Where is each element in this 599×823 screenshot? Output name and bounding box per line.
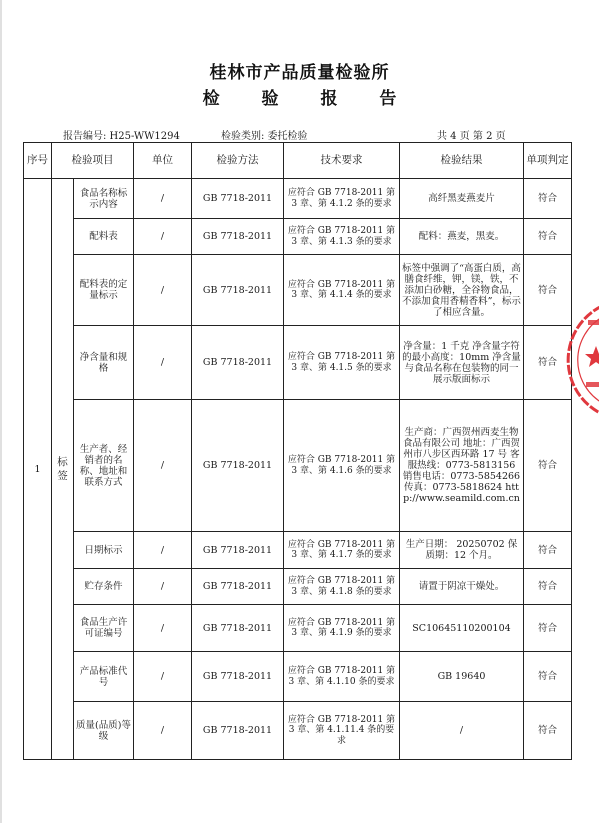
unit-cell: / <box>134 326 192 400</box>
requirement-cell: 应符合 GB 7718-2011 第 3 章、第 4.1.11.4 条的要求 <box>284 702 400 760</box>
header-unit: 单位 <box>134 143 192 179</box>
header-no: 序号 <box>24 143 52 179</box>
judgement-cell: 符合 <box>524 532 572 569</box>
judgement-cell: 符合 <box>524 702 572 760</box>
inspection-category: 检验类别: 委托检验 <box>221 131 308 142</box>
requirement-cell: 应符合 GB 7718-2011 第 3 章、第 4.1.7 条的要求 <box>284 532 400 569</box>
requirement-cell: 应符合 GB 7718-2011 第 3 章、第 4.1.2 条的要求 <box>284 179 400 219</box>
table-row <box>24 326 572 400</box>
table-row <box>24 605 572 652</box>
unit-cell: / <box>134 255 192 326</box>
item-cell: 净含量和规格 <box>74 326 134 400</box>
header-item: 检验项目 <box>52 143 134 179</box>
unit-cell: / <box>134 532 192 569</box>
group-number: 1 <box>24 179 52 760</box>
method-cell: GB 7718-2011 <box>192 400 284 532</box>
result-cell: 请置于阴凉干燥处。 <box>400 569 524 605</box>
seal-stamp-icon <box>566 300 599 420</box>
unit-cell: / <box>134 219 192 255</box>
item-cell: 贮存条件 <box>74 569 134 605</box>
table-row <box>24 179 572 219</box>
item-cell: 生产者、经销者的名称、地址和联系方式 <box>74 400 134 532</box>
item-cell: 配料表的定量标示 <box>74 255 134 326</box>
result-cell: 生产日期： 20250702 保质期：12 个月。 <box>400 532 524 569</box>
method-cell: GB 7718-2011 <box>192 569 284 605</box>
judgement-cell: 符合 <box>524 605 572 652</box>
requirement-cell: 应符合 GB 7718-2011 第 3 章、第 4.1.10 条的要求 <box>284 652 400 702</box>
item-cell: 配料表 <box>74 219 134 255</box>
requirement-cell: 应符合 GB 7718-2011 第 3 章、第 4.1.5 条的要求 <box>284 326 400 400</box>
item-cell: 食品生产许可证编号 <box>74 605 134 652</box>
unit-cell: / <box>134 652 192 702</box>
method-cell: GB 7718-2011 <box>192 605 284 652</box>
header-requirement: 技术要求 <box>284 143 400 179</box>
stamp-block-bottom <box>586 382 599 387</box>
table-row <box>24 702 572 760</box>
page-edge <box>0 0 2 823</box>
result-cell: 高纤黑麦燕麦片 <box>400 179 524 219</box>
page-indicator: 共 4 页 第 2 页 <box>437 131 506 142</box>
result-cell: 标签中强调了“高蛋白质，高膳食纤维，钾，镁，铁，不添加白砂糖，全谷物食品，不添加食用香精香料”，标示了相应含量。 <box>400 255 524 326</box>
method-cell: GB 7718-2011 <box>192 219 284 255</box>
result-cell: 生产商：广西贺州西麦生物食品有限公司 地址：广西贺州市八步区西环路 17 号 客服热线：0773-5813156 销售电话：0773-5854266 传真：0773-5818624 http://www.seamild.com.cn <box>400 400 524 532</box>
result-cell: GB 19640 <box>400 652 524 702</box>
requirement-cell: 应符合 GB 7718-2011 第 3 章、第 4.1.6 条的要求 <box>284 400 400 532</box>
judgement-cell: 符合 <box>524 326 572 400</box>
unit-cell: / <box>134 179 192 219</box>
report-type-title: 检 验 报 告 <box>202 89 415 109</box>
stamp-block-top <box>588 320 599 325</box>
org-title: 桂林市产品质量检验所 <box>209 63 390 83</box>
judgement-cell: 符合 <box>524 255 572 326</box>
group-name: 标签 <box>52 179 74 760</box>
table-row <box>24 652 572 702</box>
result-cell: 配料：燕麦，黑麦。 <box>400 219 524 255</box>
result-cell: / <box>400 702 524 760</box>
table-row <box>24 532 572 569</box>
judgement-cell: 符合 <box>524 400 572 532</box>
method-cell: GB 7718-2011 <box>192 532 284 569</box>
header-judgement: 单项判定 <box>524 143 572 179</box>
table-header-row <box>24 143 572 179</box>
result-cell: 净含量：1 千克 净含量字符的最小高度：10mm 净含量与食品名称在包装物的同一展示版面标示 <box>400 326 524 400</box>
method-cell: GB 7718-2011 <box>192 326 284 400</box>
table-row <box>24 569 572 605</box>
header-result: 检验结果 <box>400 143 524 179</box>
table-row <box>24 400 572 532</box>
inspection-table <box>23 142 572 760</box>
judgement-cell: 符合 <box>524 179 572 219</box>
requirement-cell: 应符合 GB 7718-2011 第 3 章、第 4.1.3 条的要求 <box>284 219 400 255</box>
method-cell: GB 7718-2011 <box>192 652 284 702</box>
item-cell: 日期标示 <box>74 532 134 569</box>
header-method: 检验方法 <box>192 143 284 179</box>
unit-cell: / <box>134 569 192 605</box>
method-cell: GB 7718-2011 <box>192 255 284 326</box>
requirement-cell: 应符合 GB 7718-2011 第 3 章、第 4.1.8 条的要求 <box>284 569 400 605</box>
report-number: 报告编号: H25-WW1294 <box>63 131 180 142</box>
requirement-cell: 应符合 GB 7718-2011 第 3 章、第 4.1.9 条的要求 <box>284 605 400 652</box>
unit-cell: / <box>134 702 192 760</box>
unit-cell: / <box>134 605 192 652</box>
result-cell: SC10645110200104 <box>400 605 524 652</box>
judgement-cell: 符合 <box>524 652 572 702</box>
unit-cell: / <box>134 400 192 532</box>
stamp-star <box>585 346 599 367</box>
judgement-cell: 符合 <box>524 569 572 605</box>
table-row <box>24 219 572 255</box>
item-cell: 质量(品质)等级 <box>74 702 134 760</box>
method-cell: GB 7718-2011 <box>192 179 284 219</box>
method-cell: GB 7718-2011 <box>192 702 284 760</box>
item-cell: 食品名称标示内容 <box>74 179 134 219</box>
judgement-cell: 符合 <box>524 219 572 255</box>
requirement-cell: 应符合 GB 7718-2011 第 3 章、第 4.1.4 条的要求 <box>284 255 400 326</box>
table-row <box>24 255 572 326</box>
item-cell: 产品标准代号 <box>74 652 134 702</box>
